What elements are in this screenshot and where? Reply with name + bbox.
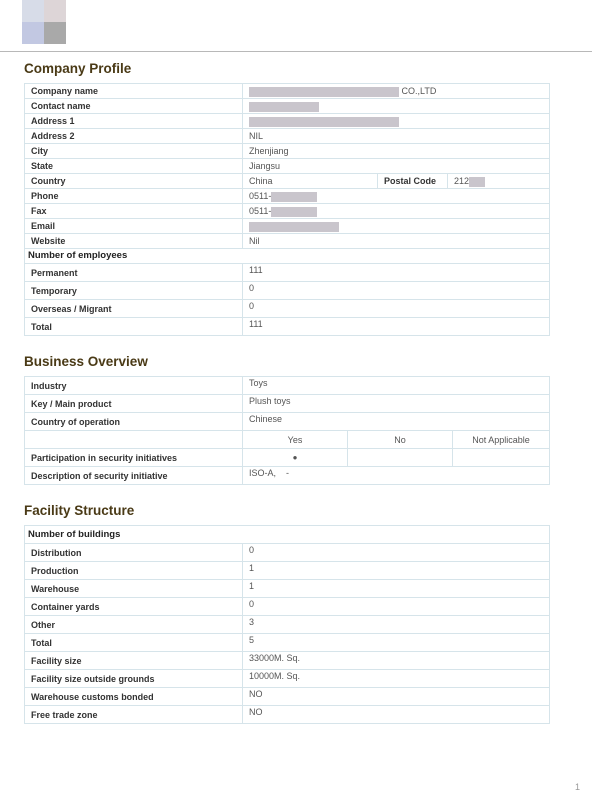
- temporary-value: 0: [243, 282, 550, 300]
- company-profile-table: [24, 83, 550, 336]
- distribution-value: 0: [243, 544, 550, 562]
- table-row: [25, 616, 550, 634]
- company-profile-title: Company Profile: [24, 61, 132, 76]
- field-label: Address 1: [25, 114, 243, 129]
- facility-structure-table: [24, 525, 550, 724]
- redaction-block: [271, 192, 317, 202]
- table-row: [25, 219, 550, 234]
- total-employees-value: 111: [243, 318, 550, 336]
- field-label: Phone: [25, 189, 243, 204]
- warehouse-value: 1: [243, 580, 550, 598]
- field-label: Key / Main product: [25, 395, 243, 413]
- table-row: [25, 377, 550, 395]
- table-row: [25, 467, 550, 485]
- redaction-block: [249, 102, 319, 112]
- table-row: [25, 688, 550, 706]
- field-label: Fax: [25, 204, 243, 219]
- table-row: [25, 562, 550, 580]
- empty-cell: [25, 431, 243, 449]
- country-value: China: [243, 174, 378, 189]
- table-row: [25, 234, 550, 249]
- table-row: [25, 204, 550, 219]
- contact-name-value: [243, 99, 550, 114]
- table-row: [25, 282, 550, 300]
- table-row: [25, 159, 550, 174]
- field-label: Company name: [25, 84, 243, 99]
- field-label: Facility size: [25, 652, 243, 670]
- business-overview-title: Business Overview: [24, 354, 148, 369]
- description-value: ISO-A, -: [243, 467, 550, 485]
- table-row: [25, 264, 550, 282]
- field-label: Temporary: [25, 282, 243, 300]
- redaction-block: [469, 177, 485, 187]
- fax-value: 0511-: [243, 204, 550, 219]
- email-value: [243, 219, 550, 234]
- production-value: 1: [243, 562, 550, 580]
- industry-value: Toys: [243, 377, 550, 395]
- company-name-value: CO.,LTD: [243, 84, 550, 99]
- participation-yes-mark: ●: [243, 449, 348, 467]
- field-label: Email: [25, 219, 243, 234]
- customs-bonded-value: NO: [243, 688, 550, 706]
- table-row: [25, 114, 550, 129]
- country-operation-value: Chinese: [243, 413, 550, 431]
- participation-na-cell: [453, 449, 550, 467]
- field-label: Description of security initiative: [25, 467, 243, 485]
- facility-size-value: 33000M. Sq.: [243, 652, 550, 670]
- table-row: [25, 544, 550, 562]
- field-label: Warehouse customs bonded: [25, 688, 243, 706]
- table-row: [25, 598, 550, 616]
- field-label: Industry: [25, 377, 243, 395]
- field-label: Contact name: [25, 99, 243, 114]
- employees-heading: Number of employees: [25, 249, 550, 264]
- product-value: Plush toys: [243, 395, 550, 413]
- participation-no-cell: [348, 449, 453, 467]
- redaction-block: [249, 222, 339, 232]
- table-row: [25, 634, 550, 652]
- option-yes-header: Yes: [243, 431, 348, 449]
- business-overview-table: [24, 376, 550, 485]
- field-label: Container yards: [25, 598, 243, 616]
- table-row: [25, 84, 550, 99]
- table-row: [25, 449, 550, 467]
- field-label: Total: [25, 318, 243, 336]
- table-row: [25, 652, 550, 670]
- table-row: [25, 580, 550, 598]
- table-row: [25, 189, 550, 204]
- table-row: [25, 395, 550, 413]
- address1-value: [243, 114, 550, 129]
- redaction-block: [271, 207, 317, 217]
- field-label: Address 2: [25, 129, 243, 144]
- field-label: Other: [25, 616, 243, 634]
- field-label: Country of operation: [25, 413, 243, 431]
- table-row: [25, 431, 550, 449]
- phone-value: 0511-: [243, 189, 550, 204]
- table-row: [25, 129, 550, 144]
- facility-outside-value: 10000M. Sq.: [243, 670, 550, 688]
- field-label: Free trade zone: [25, 706, 243, 724]
- table-row: [25, 670, 550, 688]
- state-value: Jiangsu: [243, 159, 550, 174]
- free-trade-zone-value: NO: [243, 706, 550, 724]
- field-label: Participation in security initiatives: [25, 449, 243, 467]
- field-label: Distribution: [25, 544, 243, 562]
- facility-structure-title: Facility Structure: [24, 503, 135, 518]
- field-label: Warehouse: [25, 580, 243, 598]
- redaction-block: [249, 117, 399, 127]
- table-row: [25, 174, 550, 189]
- city-value: Zhenjiang: [243, 144, 550, 159]
- option-na-header: Not Applicable: [453, 431, 550, 449]
- field-label: Permanent: [25, 264, 243, 282]
- field-label: State: [25, 159, 243, 174]
- total-buildings-value: 5: [243, 634, 550, 652]
- overseas-value: 0: [243, 300, 550, 318]
- container-yards-value: 0: [243, 598, 550, 616]
- table-row: [25, 706, 550, 724]
- buildings-heading: Number of buildings: [25, 526, 550, 544]
- postal-code-label: Postal Code: [378, 174, 448, 189]
- table-row: [25, 526, 550, 544]
- website-value: Nil: [243, 234, 550, 249]
- table-row: [25, 249, 550, 264]
- company-logo: [22, 0, 66, 44]
- table-row: [25, 300, 550, 318]
- field-label: Website: [25, 234, 243, 249]
- table-row: [25, 99, 550, 114]
- table-row: [25, 144, 550, 159]
- header-divider: [0, 51, 592, 52]
- field-label: City: [25, 144, 243, 159]
- postal-code-value: 212: [448, 174, 550, 189]
- permanent-value: 111: [243, 264, 550, 282]
- option-no-header: No: [348, 431, 453, 449]
- field-label: Facility size outside grounds: [25, 670, 243, 688]
- address2-value: NIL: [243, 129, 550, 144]
- field-label: Total: [25, 634, 243, 652]
- field-label: Overseas / Migrant: [25, 300, 243, 318]
- page-number: 1: [575, 782, 581, 792]
- table-row: [25, 413, 550, 431]
- field-label: Production: [25, 562, 243, 580]
- table-row: [25, 318, 550, 336]
- redaction-block: [249, 87, 399, 97]
- other-value: 3: [243, 616, 550, 634]
- field-label: Country: [25, 174, 243, 189]
